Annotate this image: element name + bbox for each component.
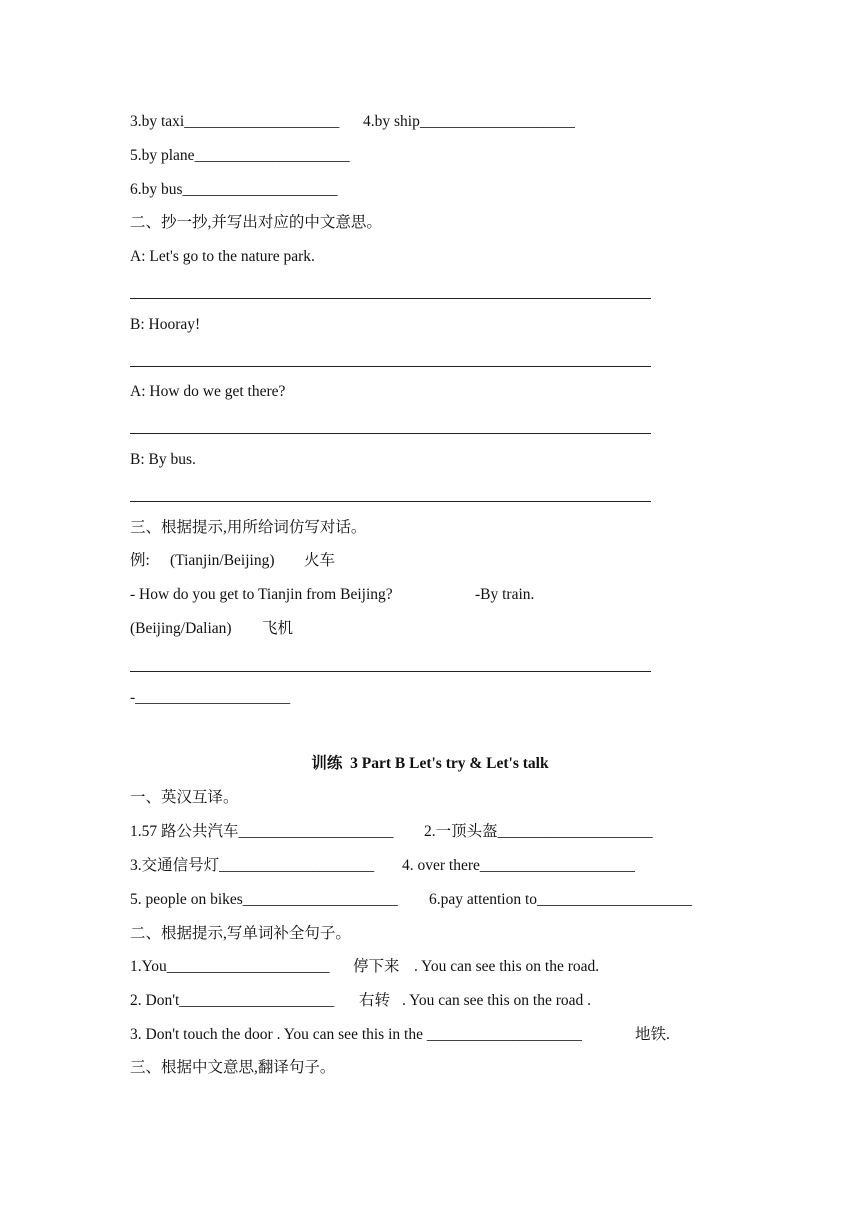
task-line — [130, 619, 294, 699]
sentence-2-start: 2. Don't____________________ — [130, 992, 335, 1009]
sentence-3-hint: 地铁. — [635, 1026, 670, 1043]
sentence-2-hint: 右转 — [359, 992, 391, 1009]
item-pay-attention: 6.pay attention to____________________ — [429, 891, 693, 908]
part-b-title: 训练 3 Part B Let's try & Let's talk — [311, 755, 549, 772]
section-heading-translate: 一、英汉互译。 — [130, 789, 239, 806]
item-by-taxi: 3.by taxi____________________ — [130, 113, 340, 130]
sentence-2-end: . You can see this on the road . — [402, 992, 591, 1009]
item-helmet: 2.一顶头盔____________________ — [424, 823, 653, 840]
example-answer: -By train. — [475, 586, 535, 603]
dialogue-line-1: A: Let's go to the nature park. — [130, 248, 315, 265]
dialogue-line-4: B: By bus. — [130, 451, 196, 468]
task-mode: 飞机 — [262, 620, 294, 637]
item-by-bus: 6.by bus____________________ — [130, 181, 338, 198]
section-heading-complete: 二、根据提示,写单词补全句子。 — [130, 925, 351, 942]
example-label: 例: — [130, 552, 150, 569]
writing-line-2 — [130, 366, 651, 367]
section-heading-translate-sentences: 三、根据中文意思,翻译句子。 — [130, 1059, 336, 1076]
writing-line-4 — [130, 501, 651, 502]
item-over-there: 4. over there____________________ — [402, 857, 635, 874]
sentence-1-end: . You can see this on the road. — [414, 958, 600, 975]
writing-line-5 — [130, 671, 651, 672]
writing-line-3 — [130, 433, 651, 434]
item-by-ship: 4.by ship____________________ — [363, 113, 575, 130]
example-question: - How do you get to Tianjin from Beijing? — [130, 586, 393, 603]
item-traffic-lights: 3.交通信号灯____________________ — [130, 857, 375, 874]
answer-blank: -____________________ — [130, 689, 291, 706]
sentence-3-start: 3. Don't touch the door . You can see this in the ____________________ — [130, 1026, 582, 1043]
example-mode: 火车 — [304, 552, 336, 569]
dialogue-line-2: B: Hooray! — [130, 316, 201, 333]
dialogue-line-3: A: How do we get there? — [130, 383, 286, 400]
item-by-plane: 5.by plane____________________ — [130, 147, 350, 164]
sentence-1-hint: 停下来 — [353, 958, 400, 975]
example-hint: (Tianjin/Beijing) — [170, 552, 275, 569]
sentence-1-start: 1.You_____________________ — [130, 958, 330, 975]
item-people-on-bikes: 5. people on bikes____________________ — [130, 891, 398, 908]
task-hint: (Beijing/Dalian) — [130, 620, 232, 637]
item-bus-57: 1.57 路公共汽车____________________ — [130, 823, 394, 840]
writing-line-1 — [130, 298, 651, 299]
section-heading-imitate: 三、根据提示,用所给词仿写对话。 — [130, 519, 367, 536]
section-heading-copy: 二、抄一抄,并写出对应的中文意思。 — [130, 214, 382, 231]
